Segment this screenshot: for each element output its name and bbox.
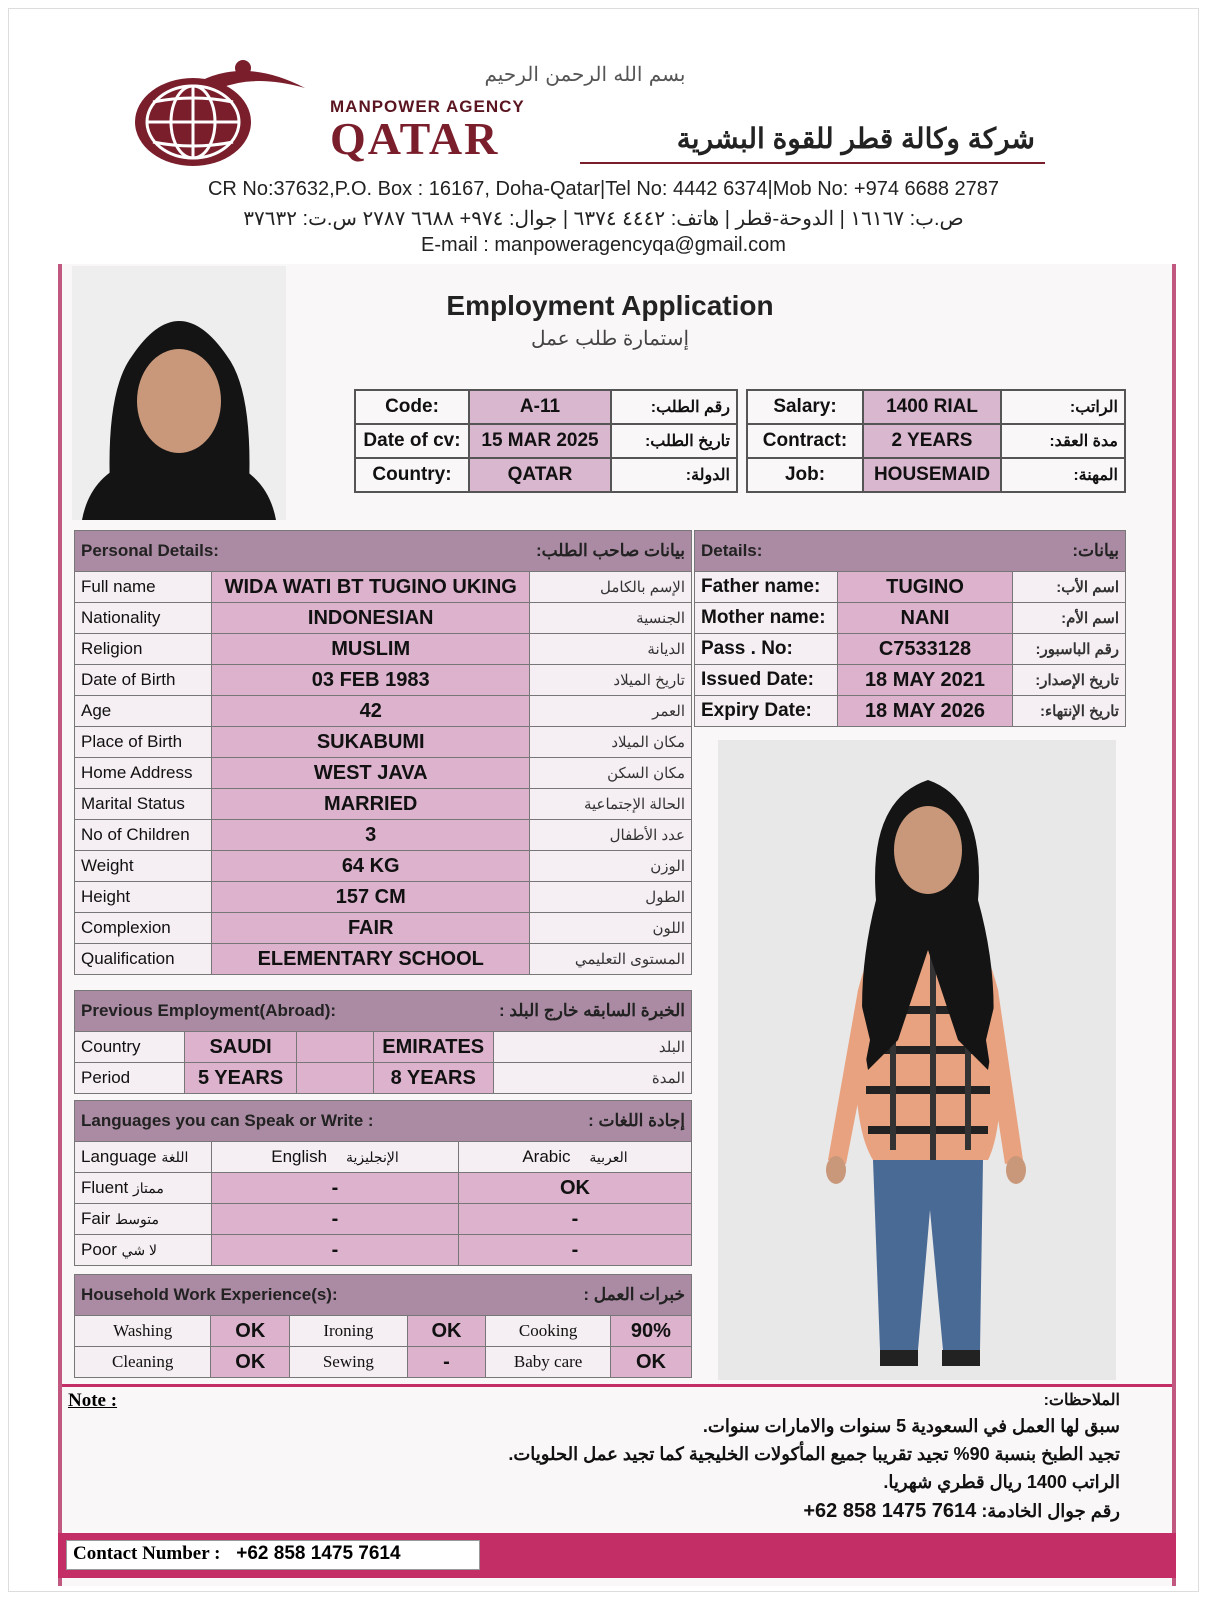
- note-line-4-ar: رقم جوال الخادمة:: [981, 1501, 1120, 1521]
- table-row: [75, 1347, 692, 1378]
- previous-employment-table: [74, 990, 692, 1094]
- header-contact-english: CR No:37632,P.O. Box : 16167, Doha-Qatar|Tel No: 4442 6374|Mob No: +974 6688 2787: [207, 178, 1000, 200]
- details-table: [694, 530, 1126, 727]
- babycare-label: Baby care: [486, 1347, 610, 1378]
- row-value: SUKABUMI: [212, 727, 530, 758]
- personal-heading-ar: بيانات صاحب الطلب:: [530, 531, 692, 572]
- prev-period-label-ar: المدة: [493, 1063, 692, 1094]
- row-value: 03 FEB 1983: [212, 665, 530, 696]
- contact-box: [66, 1540, 480, 1570]
- table-row: [75, 603, 692, 634]
- table-row: [75, 851, 692, 882]
- fluent-label: Fluent: [81, 1178, 129, 1197]
- babycare-value: OK: [610, 1347, 691, 1378]
- household-heading: Household Work Experience(s):: [75, 1275, 486, 1316]
- cooking-label: Cooking: [486, 1316, 610, 1347]
- table-row: [75, 727, 692, 758]
- row-value: WIDA WATI BT TUGINO UKING: [212, 572, 530, 603]
- languages-heading-ar: إجادة اللغات :: [459, 1101, 692, 1142]
- table-row: [75, 1063, 692, 1094]
- agency-logo: [125, 58, 310, 170]
- table-row: [75, 758, 692, 789]
- ironing-label: Ironing: [290, 1316, 407, 1347]
- row-label: Mother name:: [695, 603, 838, 634]
- table-row: [695, 634, 1126, 665]
- row-value: 64 KG: [212, 851, 530, 882]
- code-value: A-11: [469, 390, 611, 424]
- row-label: Height: [75, 882, 212, 913]
- row-label: Full name: [75, 572, 212, 603]
- job-label-ar: المهنة:: [1001, 458, 1125, 492]
- contract-label: Contract:: [747, 424, 863, 458]
- note-section: [68, 1388, 1120, 1534]
- household-heading-ar: خبرات العمل :: [486, 1275, 692, 1316]
- table-row: [75, 944, 692, 975]
- languages-table: [74, 1100, 692, 1266]
- portrait-photo: [72, 266, 286, 520]
- table-row: [75, 1142, 692, 1173]
- form-title: Employment Application: [446, 290, 774, 321]
- row-label-ar: المستوى التعليمي: [530, 944, 692, 975]
- english-label: English: [271, 1147, 328, 1166]
- note-line-1: سبق لها العمل في السعودية 5 سنوات والامارات سنوات.: [702, 1416, 1120, 1436]
- row-value: 42: [212, 696, 530, 727]
- table-row: [75, 882, 692, 913]
- fluent-label-ar: ممتاز: [132, 1180, 164, 1196]
- header-contact-arabic: ص.ب: ١٦١٦٧ | الدوحة-قطر | هاتف: ٤٤٤٢ ٦٣٧٤ | جوال: ٩٧٤+ ٦٦٨٨ ٢٧٨٧ س.ت: ٣٧٦٣٢: [243, 208, 964, 230]
- table-row: [695, 572, 1126, 603]
- table-row: [75, 789, 692, 820]
- row-label: Complexion: [75, 913, 212, 944]
- row-value: NANI: [838, 603, 1013, 634]
- row-value: TUGINO: [838, 572, 1013, 603]
- table-row: [695, 665, 1126, 696]
- note-divider: [62, 1384, 1172, 1387]
- country-label: Country:: [355, 458, 469, 492]
- cleaning-value: OK: [211, 1347, 290, 1378]
- row-label-ar: تاريخ الإنتهاء:: [1013, 696, 1126, 727]
- washing-label: Washing: [75, 1316, 211, 1347]
- header-divider: [580, 162, 1045, 164]
- personal-details-table: [74, 530, 692, 975]
- row-label: Age: [75, 696, 212, 727]
- row-label-ar: تاريخ الإصدار:: [1013, 665, 1126, 696]
- table-row: [75, 820, 692, 851]
- date-value: 15 MAR 2025: [469, 424, 611, 458]
- note-phone: +62 858 1475 7614: [803, 1500, 977, 1522]
- row-label: Weight: [75, 851, 212, 882]
- table-row: [695, 603, 1126, 634]
- previous-heading: Previous Employment(Abroad):: [75, 991, 494, 1032]
- row-label-ar: الوزن: [530, 851, 692, 882]
- note-line-3: الراتب 1400 ريال قطري شهريا.: [883, 1472, 1120, 1492]
- row-label-ar: تاريخ الميلاد: [530, 665, 692, 696]
- date-label: Date of cv:: [355, 424, 469, 458]
- arabic-label: Arabic: [522, 1147, 571, 1166]
- table-row: [75, 1235, 692, 1266]
- table-row: [75, 1316, 692, 1347]
- fair-english: -: [212, 1204, 459, 1235]
- contact-number: +62 858 1475 7614: [236, 1543, 401, 1564]
- ironing-value: OK: [407, 1316, 486, 1347]
- language-label: Language: [81, 1147, 157, 1166]
- row-label-ar: مكان الميلاد: [530, 727, 692, 758]
- row-label: Home Address: [75, 758, 212, 789]
- row-label-ar: اسم الأب:: [1013, 572, 1126, 603]
- row-label-ar: الجنسية: [530, 603, 692, 634]
- row-label-ar: اسم الأم:: [1013, 603, 1126, 634]
- prev-country-1: SAUDI: [184, 1032, 297, 1063]
- row-label-ar: عدد الأطفال: [530, 820, 692, 851]
- details-heading-ar: بيانات:: [1013, 531, 1126, 572]
- poor-arabic: -: [459, 1235, 692, 1266]
- prev-period-label: Period: [75, 1063, 185, 1094]
- fluent-arabic: OK: [459, 1173, 692, 1204]
- fluent-english: -: [212, 1173, 459, 1204]
- row-value: MUSLIM: [212, 634, 530, 665]
- cooking-value: 90%: [610, 1316, 691, 1347]
- agency-name-arabic: شركة وكالة قطر للقوة البشرية: [676, 123, 1035, 154]
- arabic-label-ar: العربية: [589, 1149, 628, 1165]
- row-label: Expiry Date:: [695, 696, 838, 727]
- prev-country-2: EMIRATES: [373, 1032, 493, 1063]
- row-label: Date of Birth: [75, 665, 212, 696]
- table-row: [75, 1173, 692, 1204]
- english-label-ar: الإنجليزية: [345, 1149, 399, 1165]
- salary-label: Salary:: [747, 390, 863, 424]
- row-value: C7533128: [838, 634, 1013, 665]
- washing-value: OK: [211, 1316, 290, 1347]
- summary-table-right: [746, 389, 1126, 493]
- note-label-ar: الملاحظات:: [1043, 1392, 1120, 1409]
- fair-label: Fair: [81, 1209, 111, 1228]
- poor-label: Poor: [81, 1240, 117, 1259]
- code-label-ar: رقم الطلب:: [611, 390, 737, 424]
- note-line-2: تجيد الطبخ بنسبة 90% تجيد تقريبا جميع المأكولات الخليجية كما تجيد عمل الحلويات.: [508, 1444, 1120, 1464]
- poor-label-ar: لا شي: [121, 1242, 157, 1258]
- table-row: [75, 572, 692, 603]
- header-email: E-mail : manpoweragencyqa@gmail.com: [421, 234, 786, 256]
- row-value: WEST JAVA: [212, 758, 530, 789]
- contract-label-ar: مدة العقد:: [1001, 424, 1125, 458]
- row-label: Nationality: [75, 603, 212, 634]
- salary-value: 1400 RIAL: [863, 390, 1001, 424]
- row-label: Qualification: [75, 944, 212, 975]
- cleaning-label: Cleaning: [75, 1347, 211, 1378]
- row-label-ar: العمر: [530, 696, 692, 727]
- contact-label: Contact Number :: [73, 1543, 221, 1564]
- previous-heading-ar: الخبرة السابقه خارج البلد :: [493, 991, 692, 1032]
- row-value: 18 MAY 2026: [838, 696, 1013, 727]
- code-label: Code:: [355, 390, 469, 424]
- row-label-ar: الديانة: [530, 634, 692, 665]
- table-row: [695, 696, 1126, 727]
- table-row: [75, 1032, 692, 1063]
- country-value: QATAR: [469, 458, 611, 492]
- fair-label-ar: متوسط: [115, 1211, 159, 1227]
- prev-period-2: 8 YEARS: [373, 1063, 493, 1094]
- row-value: MARRIED: [212, 789, 530, 820]
- sewing-value: -: [407, 1347, 486, 1378]
- row-label: Place of Birth: [75, 727, 212, 758]
- language-label-ar: اللغة: [161, 1149, 189, 1165]
- row-label: Religion: [75, 634, 212, 665]
- row-label-ar: الطول: [530, 882, 692, 913]
- table-row: [75, 696, 692, 727]
- summary-table-left: [354, 389, 738, 493]
- full-body-photo: [718, 740, 1116, 1380]
- table-row: [75, 665, 692, 696]
- personal-heading: Personal Details:: [75, 531, 530, 572]
- prev-country-label-ar: البلد: [493, 1032, 692, 1063]
- row-value: 157 CM: [212, 882, 530, 913]
- row-label: No of Children: [75, 820, 212, 851]
- prev-country-label: Country: [75, 1032, 185, 1063]
- basmala: بسم الله الرحمن الرحيم: [484, 62, 686, 86]
- household-table: [74, 1274, 692, 1378]
- row-value: ELEMENTARY SCHOOL: [212, 944, 530, 975]
- row-label-ar: رقم الباسبور:: [1013, 634, 1126, 665]
- fair-arabic: -: [459, 1204, 692, 1235]
- job-value: HOUSEMAID: [863, 458, 1001, 492]
- table-row: [75, 1204, 692, 1235]
- date-label-ar: تاريخ الطلب:: [611, 424, 737, 458]
- details-heading: Details:: [695, 531, 1013, 572]
- poor-english: -: [212, 1235, 459, 1266]
- row-label: Marital Status: [75, 789, 212, 820]
- row-label-ar: مكان السكن: [530, 758, 692, 789]
- job-label: Job:: [747, 458, 863, 492]
- salary-label-ar: الراتب:: [1001, 390, 1125, 424]
- row-value: 3: [212, 820, 530, 851]
- table-row: [75, 634, 692, 665]
- prev-period-1: 5 YEARS: [184, 1063, 297, 1094]
- row-label-ar: الإسم بالكامل: [530, 572, 692, 603]
- languages-heading: Languages you can Speak or Write :: [75, 1101, 459, 1142]
- table-row: [75, 913, 692, 944]
- row-value: FAIR: [212, 913, 530, 944]
- row-value: INDONESIAN: [212, 603, 530, 634]
- row-label-ar: الحالة الإجتماعية: [530, 789, 692, 820]
- note-label: Note :: [68, 1390, 118, 1411]
- agency-name-big: QATAR: [330, 113, 500, 164]
- contract-value: 2 YEARS: [863, 424, 1001, 458]
- country-label-ar: الدولة:: [611, 458, 737, 492]
- row-value: 18 MAY 2021: [838, 665, 1013, 696]
- agency-name-small: MANPOWER AGENCY: [330, 97, 525, 116]
- form-title-arabic: إستمارة طلب عمل: [530, 328, 690, 350]
- row-label: Issued Date:: [695, 665, 838, 696]
- row-label: Father name:: [695, 572, 838, 603]
- sewing-label: Sewing: [290, 1347, 407, 1378]
- row-label-ar: اللون: [530, 913, 692, 944]
- row-label: Pass . No:: [695, 634, 838, 665]
